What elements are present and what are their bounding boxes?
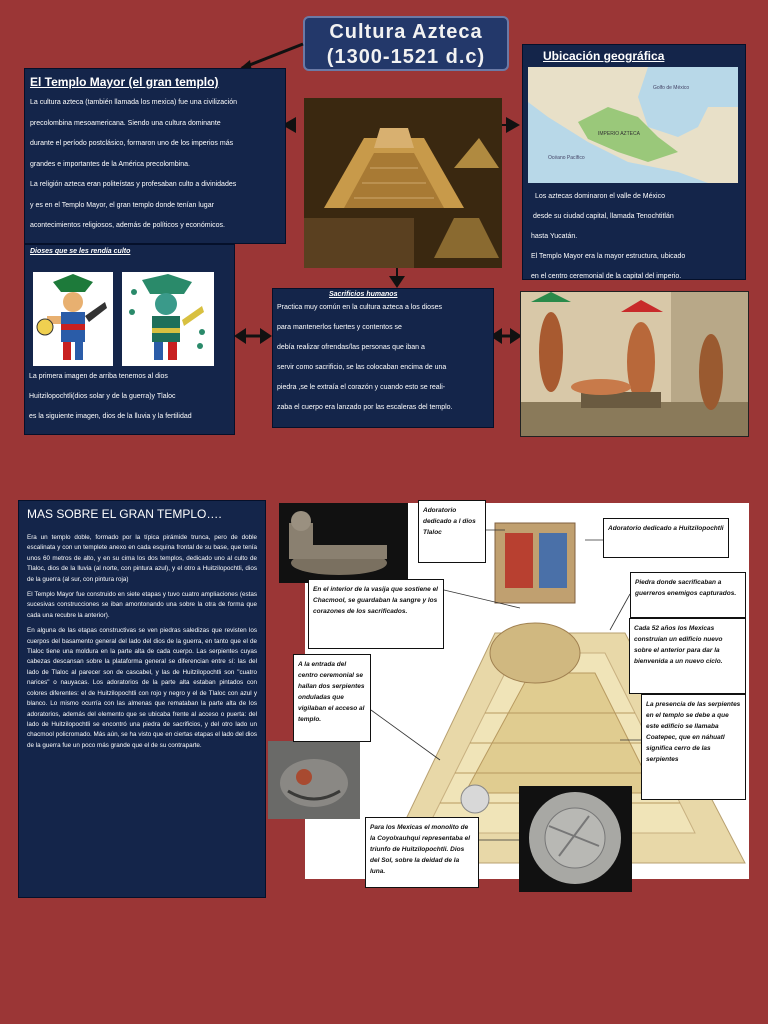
templo-line: y es en el Templo Mayor, el gran templo donde tenían lugar — [30, 201, 214, 209]
callout-coatepec: La presencia de las serpientes en el templo se debe a que este edificio se llamaba Coatepec, que en náhuatl significa cerro de las serpientes — [641, 694, 746, 800]
title-line2: (1300-1521 d.c) — [326, 46, 486, 68]
ubicacion-line: El Templo Mayor era la mayor estructura, ubicado — [531, 253, 686, 260]
templo-line: grandes e importantes de la América precolombina. — [30, 160, 190, 168]
callout-coyolxauhqui: Para los Mexicas el monolito de la Coyolxauhqui representaba el triunfo de Huitzilopochtli. Dios del Sol, sobre la deidad de la luna. — [365, 817, 479, 888]
dioses-line: Huitzilopochtli(dios solar y de la guerra)y Tlaloc — [29, 393, 176, 400]
templo-line: precolombina mesoamericana. Siendo una cultura dominante — [30, 119, 221, 127]
callout-tlaloc: Adoratorio dedicado a l dios Tlaloc — [418, 500, 486, 563]
map-label-ocean: Océano Pacífico — [548, 155, 585, 161]
huitzilopochtli-image — [33, 272, 113, 366]
ubicacion-line: hasta Yucatán. — [531, 233, 578, 240]
ubicacion-line: desde su ciudad capital, llamada Tenochtitlán — [533, 213, 674, 220]
sacrificios-line: piedra ,se le extraía el corazón y cuando esto se reali- — [277, 384, 446, 391]
map-label-empire: IMPERIO AZTECA — [598, 131, 640, 137]
templo-mayor-panel — [24, 68, 286, 244]
templo-line: La religión azteca eran politeístas y profesaban culto a divinidades — [30, 181, 237, 188]
dioses-heading: Dioses que se les rendía culto — [30, 248, 131, 255]
dioses-panel — [24, 244, 235, 435]
mas-heading: MAS SOBRE EL GRAN TEMPLO…. — [27, 507, 222, 521]
sacrificios-line: servir como sacrificio, se las colocaban encima de una — [277, 364, 447, 371]
sacrificios-line: Practica muy común en la cultura azteca a los dioses — [277, 304, 442, 311]
ubicacion-line: en el centro ceremonial de la capital del imperio. — [531, 273, 682, 280]
serpent-head-image — [268, 741, 360, 819]
ubicacion-panel — [522, 44, 746, 280]
callout-cada52: Cada 52 años los Mexicas construían un edificio nuevo sobre el anterior para dar la bienvenida a un nuevo ciclo. — [629, 618, 746, 694]
ubicacion-line: Los aztecas dominaron el valle de México — [535, 193, 665, 200]
callout-serpientes: A la entrada del centro ceremonial se hallan dos serpientes onduladas que vigilaban el acceso al templo. — [293, 654, 371, 742]
ubicacion-heading: Ubicación geográfica — [543, 49, 665, 63]
dioses-line: es la siguiente imagen, dios de la lluvia y la fertilidad — [29, 413, 192, 420]
coyolxauhqui-image — [519, 786, 632, 892]
sacrificios-heading: Sacrificios humanos — [329, 291, 398, 298]
sacrificios-line: zaba el cuerpo era lanzado por las escaleras del templo. — [277, 404, 453, 411]
templo-line: La cultura azteca (también llamada los mexica) fue una civilización — [30, 99, 237, 106]
chacmool-image — [279, 503, 408, 583]
sacrificios-line: para mantenerlos fuertes y contentos se — [277, 324, 402, 331]
templo-line: durante el período postclásico, formaron uno de los imperios más — [30, 140, 234, 147]
map-image — [528, 67, 738, 183]
map-label-gulf: Golfo de México — [653, 85, 690, 91]
dioses-line: La primera imagen de arriba tenemos al dios — [29, 373, 168, 380]
mas-paragraph: El Templo Mayor fue construido en siete etapas y tuvo cuatro ampliaciones (estas sucesivas construcciones se iban amontonando una sobre la otra de forma que cada una recubre la anterior). — [27, 591, 257, 619]
callout-piedra: Piedra donde sacrificaban a guerreros enemigos capturados. — [630, 572, 746, 618]
templo-line: acontecimientos religiosos, además de políticos y económicos. — [30, 222, 225, 229]
title-line1: Cultura Azteca — [329, 21, 483, 43]
tenochtitlan-image — [304, 98, 502, 268]
tlaloc-image — [122, 272, 214, 366]
mas-paragraph: Era un templo doble, formado por la típica pirámide trunca, pero de doble escalinata y con un templete anexo en cada esquina frontal de su base, que tenía unos 60 metros de alto, y en su cima los dos templos, dedicado uno al culto de Tlaloc, dios de la lluvia (al norte, con pintura azul), y el otro a Huitzilopochtli, dios de la guerra (al sur, con pintura roja) — [27, 534, 257, 583]
mas-paragraph: En alguna de las etapas constructivas se ven piedras saledizas que revisten los cuerpos del basamento general del lado del dios de la guerra, en tanto que el de Tlaloc tiene una moldura en la parte alta de cada cuerpo. Las serpientes cuyas cabezas descansan sobre la plataforma general se diferencian entre sí: las del lado de Tlaloc al parecer son de cascabel, y las de Huitzilopochtli son "cuatro narices" o nauyacas. Los adoratorios de la parte alta estaban pintados con colores diferentes: el de Huitzilopochtli con rojo y negro y el de Tlaloc con azul y blanco. Lo mismo ocurría con las almenas que remataban la parte alta de los adoratorios, además del elemento que se ubicaba frente al acceso o puerta: del lado de Huitzilopochtli se encontró una piedra de sacrificios, y del otro lado un chacmool policromado. Más aún, se ha visto que en ciertas etapas el lado del dios de la guerra fue un poco más grande que el de su contraparte. — [27, 627, 257, 749]
callout-chacmool: En el interior de la vasija que sostiene el Chacmool, se guardaban la sangre y los corazones de los sacrificados. — [308, 579, 444, 649]
sacrificios-line: debía realizar ofrendas/las personas que iban a — [277, 344, 425, 351]
sacrifice-scene-image — [520, 291, 749, 437]
mas-sobre-panel — [18, 500, 266, 898]
callout-huitzilopochtli: Adoratorio dedicado a Huitzilopochtli — [603, 518, 729, 558]
sacrificios-panel — [272, 288, 494, 428]
templo-heading: El Templo Mayor (el gran templo) — [30, 75, 219, 89]
